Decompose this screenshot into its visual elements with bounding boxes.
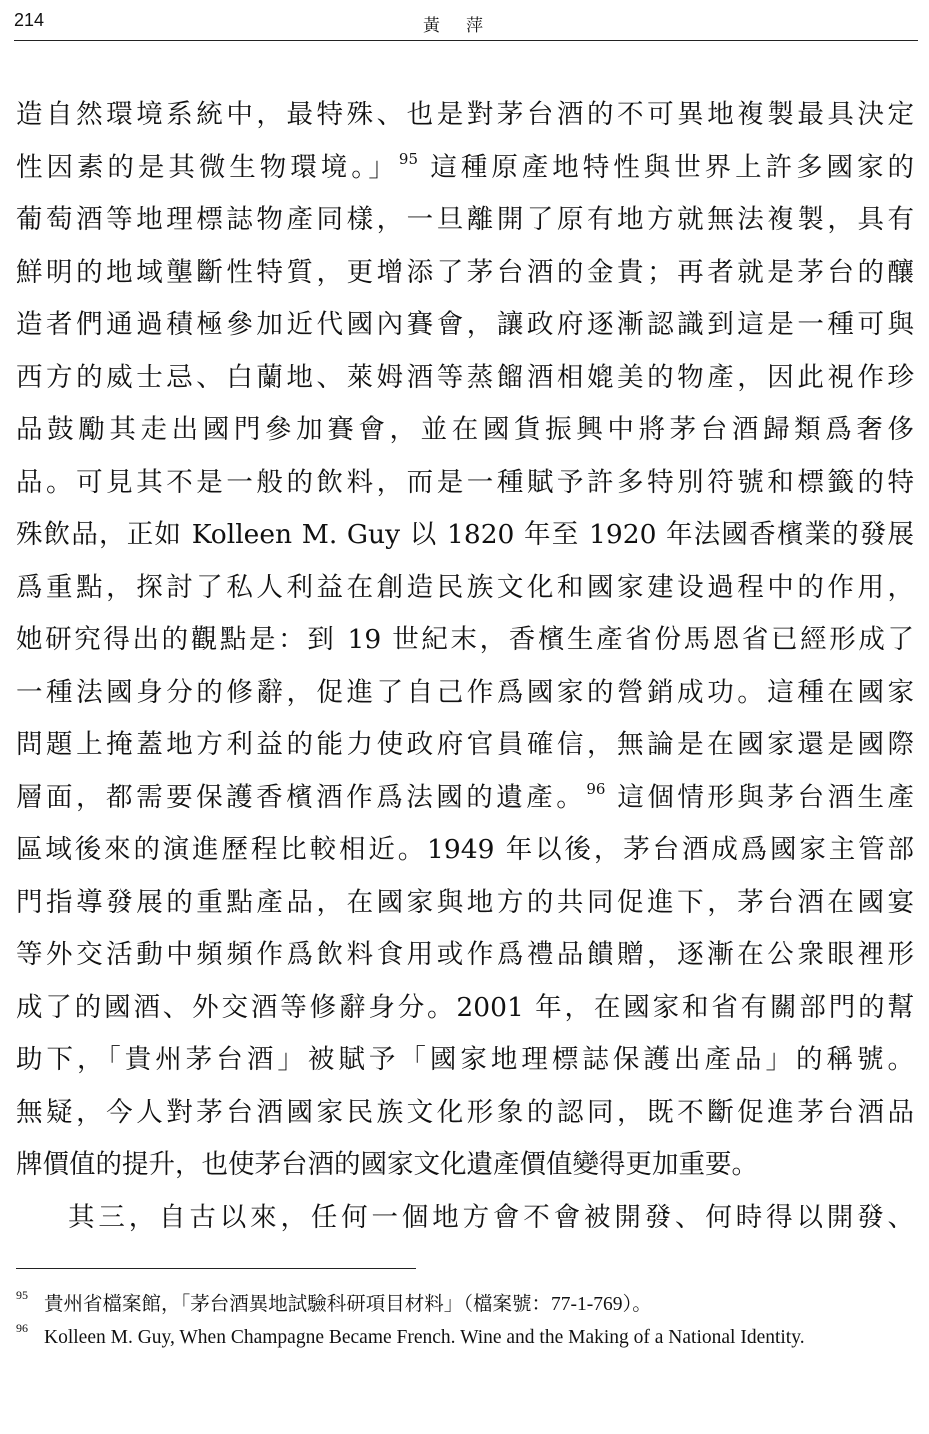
body-line: 助下，「貴州茅台酒」被賦予「國家地理標誌保護出產品」的稱號。 — [16, 1044, 914, 1075]
footnote-text: 貴州省檔案館，「茅台酒異地試驗科研項目材料」（檔案號：77-1-769）。 — [44, 1294, 652, 1315]
body-line: 無疑，今人對茅台酒國家民族文化形象的認同，既不斷促進茅台酒品 — [16, 1096, 914, 1128]
body-line: 區域後來的演進歷程比較相近。1949 年以後，茅台酒成爲國家主管部 — [16, 834, 914, 865]
footnote-text: Kolleen M. Guy, When Champagne Became French. Wine and the Making of a National Identity. — [44, 1327, 805, 1348]
body-line — [16, 151, 914, 204]
body-line-text: 這種原產地特性與世界上許多國家的 — [430, 151, 915, 183]
body-line-text: 這個情形與茅台酒生產 — [617, 781, 915, 813]
body-line: 成了的國酒、外交酒等修辭身分。2001 年，在國家和省有關部門的幫 — [16, 991, 914, 1023]
footnote-ref-96[interactable]: 96 — [586, 779, 606, 798]
page-number: 214 — [14, 10, 45, 30]
footnote-number: 96 — [16, 1321, 28, 1335]
body-line: 造者們通過積極參加近代國內賽會，讓政府逐漸認識到這是一種可與 — [16, 309, 914, 340]
footnote-rule — [16, 1268, 416, 1269]
body-line: 一種法國身分的修辭，促進了自己作爲國家的營銷成功。這種在國家 — [16, 676, 914, 708]
footnote-number: 95 — [16, 1288, 28, 1302]
body-text — [16, 98, 914, 1253]
body-line: 她研究得出的觀點是：到 19 世紀末，香檳生產省份馬恩省已經形成了 — [16, 624, 914, 655]
body-line-text: 層面，都需要保護香檳酒作爲法國的遺產。 — [16, 781, 587, 813]
body-line-text: 性因素的是其微生物環境。」 — [16, 151, 399, 183]
body-line: 門指導發展的重點產品，在國家與地方的共同促進下，茅台酒在國宴 — [16, 886, 914, 918]
body-line: 西方的威士忌、白蘭地、萊姆酒等蒸餾酒相媲美的物產，因此視作珍 — [16, 361, 914, 393]
body-line: 牌價值的提升，也使茅台酒的國家文化遺產價值變得更加重要。 — [16, 1149, 758, 1180]
running-head: 黃萍 — [423, 16, 509, 36]
body-line: 其三，自古以來，任何一個地方會不會被開發、何時得以開發、 — [68, 1201, 914, 1233]
footnotes — [16, 1288, 914, 1354]
footnote-96 — [16, 1321, 914, 1354]
body-line: 葡萄酒等地理標誌物產同樣，一旦離開了原有地方就無法複製，具有 — [16, 204, 914, 235]
body-line: 鮮明的地域壟斷性特質，更增添了茅台酒的金貴；再者就是茅台的釀 — [16, 256, 914, 288]
body-line: 問題上掩蓋地方利益的能力使政府官員確信，無論是在國家還是國際 — [16, 729, 914, 760]
body-line — [16, 781, 914, 834]
body-line: 造自然環境系統中，最特殊、也是對茅台酒的不可異地複製最具決定 — [16, 99, 914, 130]
body-line: 品鼓勵其走出國門參加賽會，並在國貨振興中將茅台酒歸類爲奢侈 — [16, 414, 914, 445]
body-line: 品。可見其不是一般的飲料，而是一種賦予許多特別符號和標籤的特 — [16, 466, 914, 498]
page-header — [14, 6, 918, 41]
footnote-95 — [16, 1288, 914, 1321]
body-line: 等外交活動中頻頻作爲飲料食用或作爲禮品饋贈，逐漸在公衆眼裡形 — [16, 939, 914, 970]
body-line: 殊飲品，正如 Kolleen M. Guy 以 1820 年至 1920 年法國香檳業的發展 — [16, 519, 914, 550]
body-line: 爲重點，探討了私人利益在創造民族文化和國家建设過程中的作用， — [16, 571, 914, 603]
footnote-ref-95[interactable]: 95 — [398, 149, 418, 168]
